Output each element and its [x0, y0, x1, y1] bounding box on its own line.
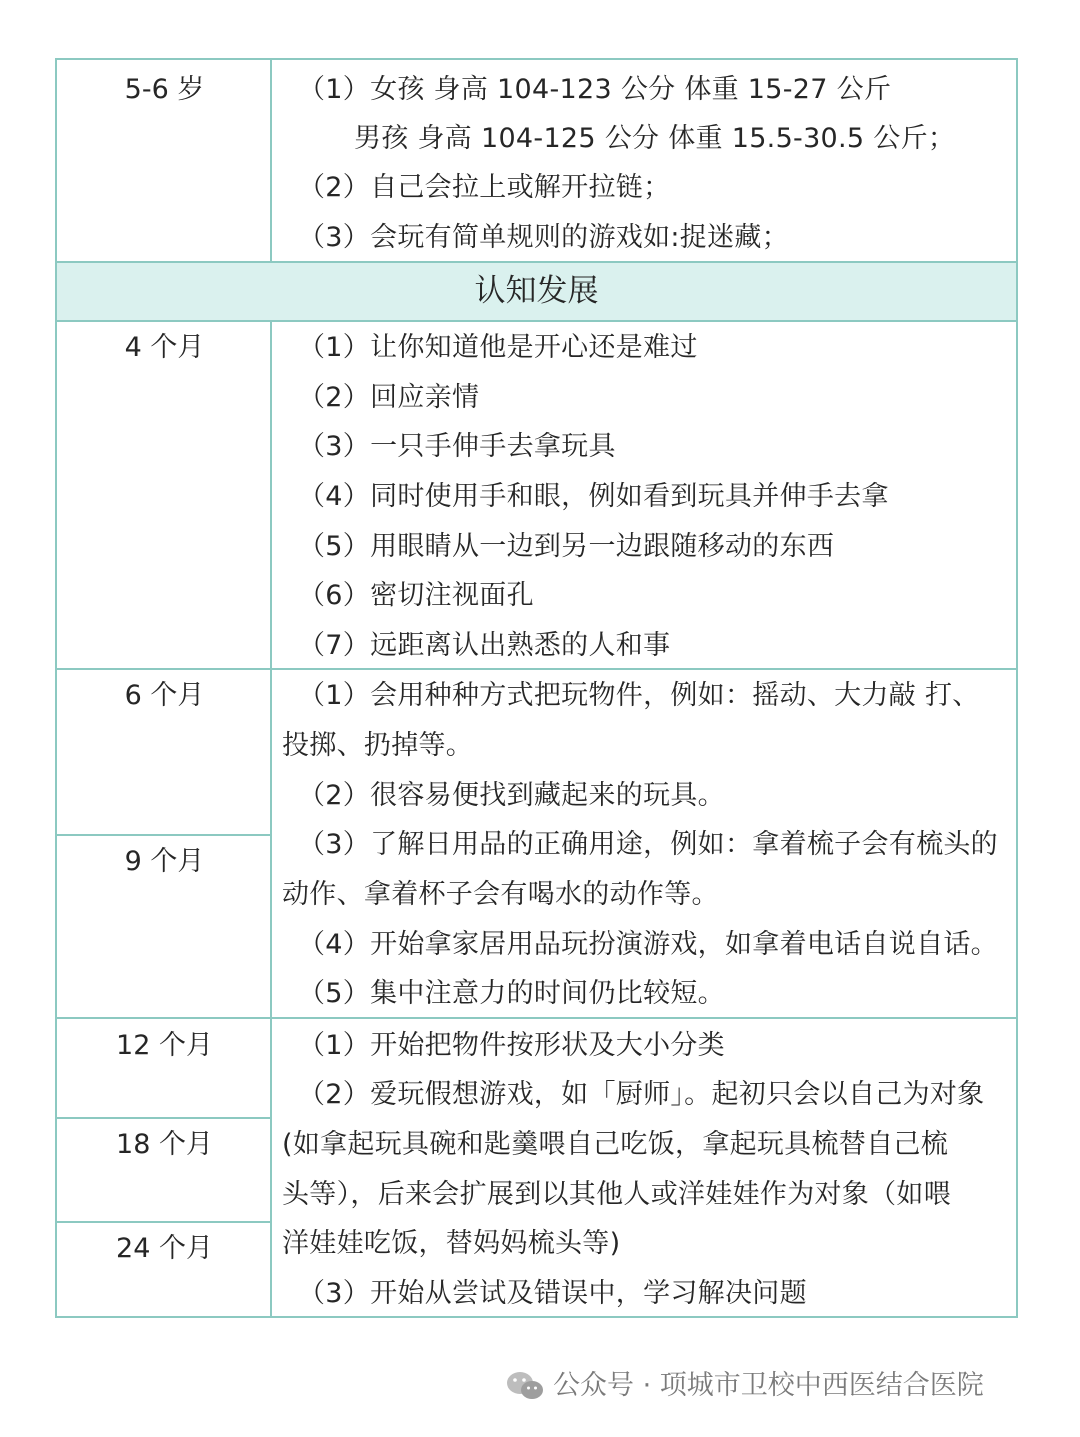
content-line: （4）开始拿家居用品玩扮演游戏，如拿着电话自说自话。	[298, 929, 998, 960]
content-line: （4）同时使用手和眼，例如看到玩具并伸手去拿	[298, 481, 889, 512]
content-cell	[274, 322, 1016, 668]
content-line: （5）集中注意力的时间仍比较短。	[298, 978, 725, 1009]
age-label: 24 个月	[116, 1233, 213, 1264]
content-line: （6）密切注视面孔	[298, 580, 534, 611]
age-cell	[57, 60, 272, 261]
content-line: （2）很容易便找到藏起来的玩具。	[298, 780, 725, 811]
age-divider	[57, 1117, 272, 1119]
content-line: （3）会玩有简单规则的游戏如:捉迷藏；	[298, 222, 789, 253]
development-table	[55, 58, 1018, 1318]
content-line: 动作、拿着杯子会有喝水的动作等。	[282, 879, 719, 910]
content-line: （3）一只手伸手去拿玩具	[298, 431, 616, 462]
content-cell	[274, 670, 1016, 1017]
content-line: （2）回应亲情	[298, 382, 480, 413]
age-divider	[57, 1221, 272, 1223]
content-line: （1）女孩 身高 104-123 公分 体重 15-27 公斤	[298, 74, 892, 105]
content-line: （1）开始把物件按形状及大小分类	[298, 1030, 725, 1061]
footer-text: 公众号 · 项城市卫校中西医结合医院	[553, 1370, 984, 1401]
wechat-icon	[505, 1369, 545, 1403]
content-line: （5）用眼睛从一边到另一边跟随移动的东西	[298, 531, 835, 562]
content-line: （7）远距离认出熟悉的人和事	[298, 630, 671, 661]
table-row-6-9m	[57, 668, 1016, 1017]
table-row-12-24m	[57, 1017, 1016, 1316]
content-cell	[274, 1019, 1016, 1316]
age-cell	[57, 322, 272, 668]
age-label: 9 个月	[124, 846, 205, 877]
content-line: （2）自己会拉上或解开拉链；	[298, 172, 671, 203]
content-cell	[274, 60, 1016, 261]
content-line: 头等），后来会扩展到以其他人或洋娃娃作为对象（如喂	[282, 1179, 951, 1210]
footer-watermark	[505, 1366, 984, 1406]
age-label: 5-6 岁	[124, 74, 205, 105]
content-line: 洋娃娃吃饭，替妈妈梳头等)	[282, 1228, 621, 1259]
age-label: 18 个月	[116, 1129, 213, 1160]
content-line: （2）爱玩假想游戏，如「厨师」。起初只会以自己为对象	[298, 1079, 985, 1110]
section-header: 认知发展	[57, 261, 1016, 320]
age-label: 4 个月	[124, 332, 205, 363]
age-cell	[57, 670, 272, 1017]
content-line: (如拿起玩具碗和匙羹喂自己吃饭，拿起玩具梳替自己梳	[282, 1129, 949, 1160]
table-row-5-6	[57, 60, 1016, 261]
content-line: （3）开始从尝试及错误中，学习解决问题	[298, 1278, 807, 1309]
content-line: 男孩 身高 104-125 公分 体重 15.5-30.5 公斤；	[354, 123, 956, 154]
table-row-4m	[57, 320, 1016, 668]
content-line: （3）了解日用品的正确用途，例如：拿着梳子会有梳头的	[298, 829, 998, 860]
content-line: （1）会用种种方式把玩物件，例如：摇动、大力敲 打、	[298, 680, 980, 711]
age-label: 6 个月	[124, 680, 205, 711]
age-divider	[57, 834, 272, 836]
age-cell	[57, 1019, 272, 1316]
age-label: 12 个月	[116, 1030, 213, 1061]
content-line: 投掷、扔掉等。	[282, 730, 474, 761]
content-line: （1）让你知道他是开心还是难过	[298, 332, 698, 363]
